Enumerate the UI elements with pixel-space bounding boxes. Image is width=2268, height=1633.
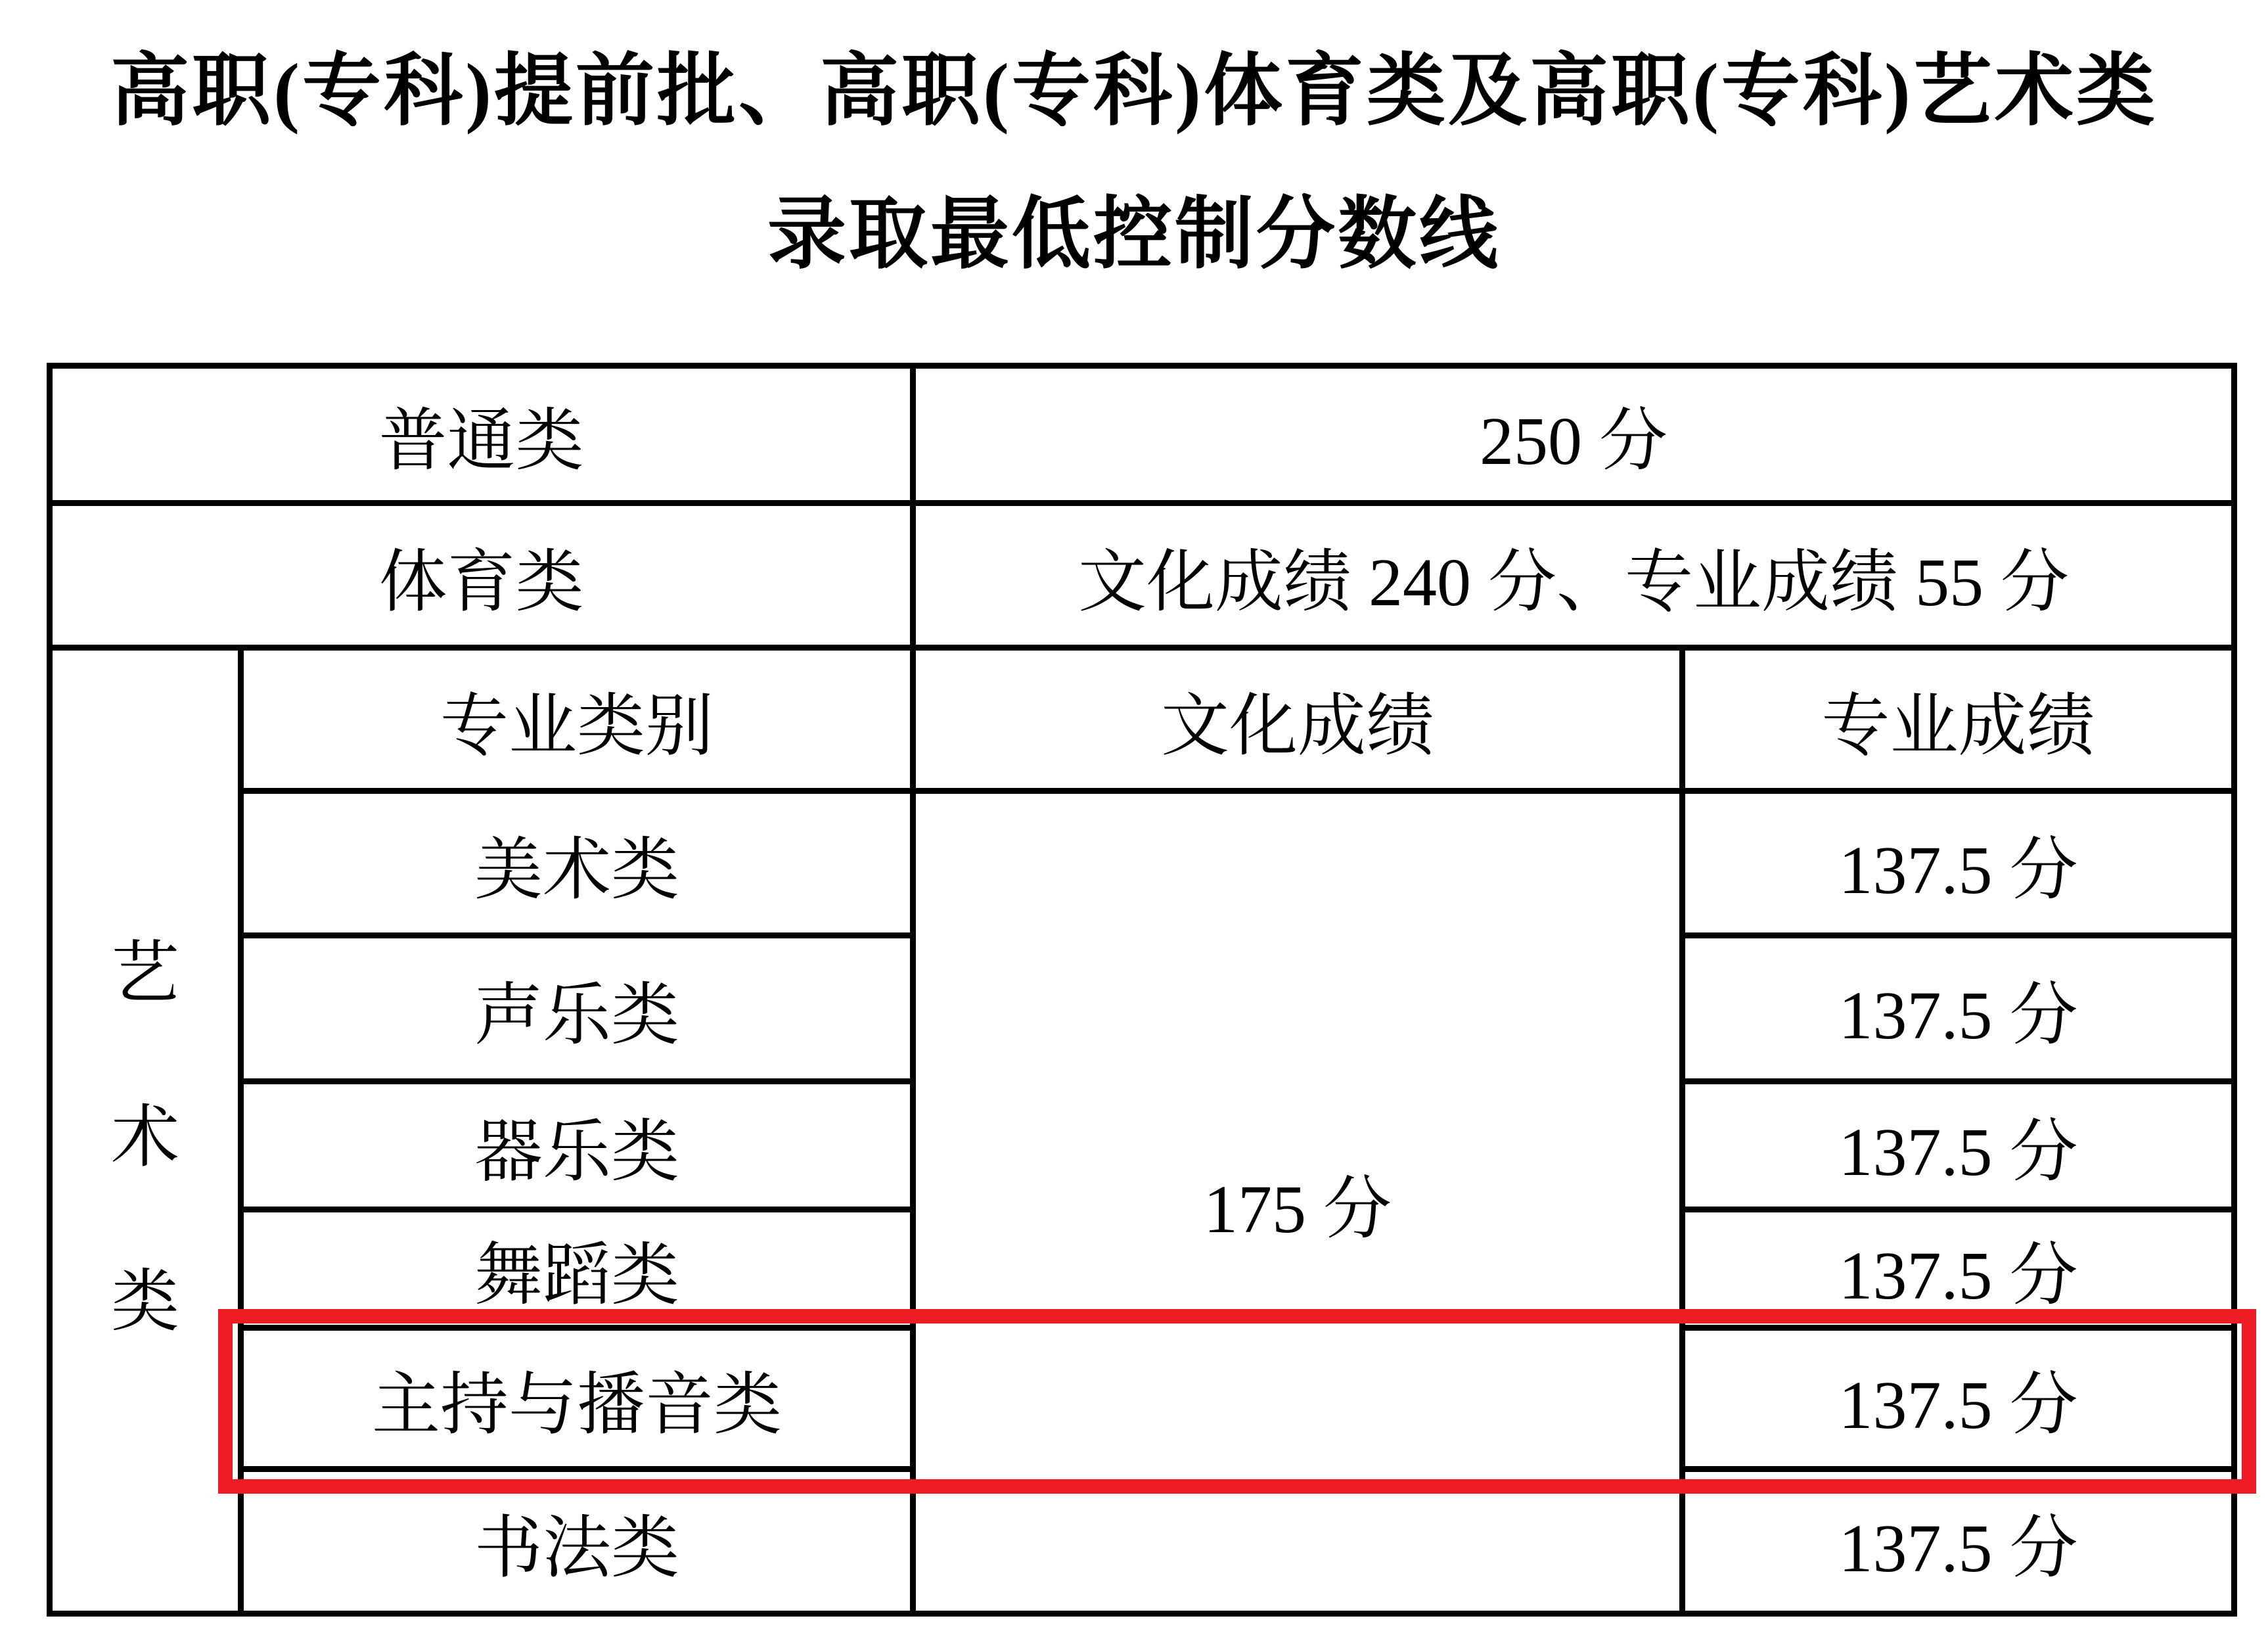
arts-row-category-hosting-broadcasting: 主持与播音类 [244, 1331, 916, 1472]
score-table [47, 363, 2237, 1617]
arts-row-category-fine-arts: 美术类 [244, 794, 916, 938]
arts-major-score-instrumental-music: 137.5 分 [1685, 1084, 2231, 1212]
header-category: 专业类别 [244, 651, 916, 794]
arts-row-category-instrumental-music: 器乐类 [244, 1084, 916, 1212]
header-major-score: 专业成绩 [1685, 651, 2231, 794]
arts-row-category-calligraphy: 书法类 [244, 1472, 916, 1611]
page-title-line1: 高职(专科)提前批、高职(专科)体育类及高职(专科)艺术类 [110, 47, 2158, 135]
arts-major-score-hosting-broadcasting: 137.5 分 [1685, 1331, 2231, 1472]
arts-row-category-vocal-music: 声乐类 [244, 938, 916, 1084]
arts-group-char-2: 术 [110, 1099, 179, 1176]
arts-group-label [53, 651, 244, 1611]
general-category-label: 普通类 [53, 369, 916, 506]
page-title [0, 20, 2268, 306]
header-culture-score: 文化成绩 [916, 651, 1685, 794]
arts-group-char-3: 类 [110, 1264, 179, 1340]
sports-category-value: 文化成绩 240 分、专业成绩 55 分 [916, 506, 2231, 651]
general-category-value: 250 分 [916, 369, 2231, 506]
arts-major-score-fine-arts: 137.5 分 [1685, 794, 2231, 938]
arts-group-char-1: 艺 [110, 935, 179, 1011]
sports-category-label: 体育类 [53, 506, 916, 651]
arts-major-score-dance: 137.5 分 [1685, 1212, 2231, 1331]
arts-major-score-calligraphy: 137.5 分 [1838, 1510, 2078, 1586]
arts-major-score-vocal-music: 137.5 分 [1685, 938, 2231, 1084]
page-title-line2: 录取最低控制分数线 [767, 191, 1501, 278]
arts-row-category-dance: 舞蹈类 [244, 1212, 916, 1331]
arts-culture-score-merged: 175 分 [916, 794, 1685, 1611]
